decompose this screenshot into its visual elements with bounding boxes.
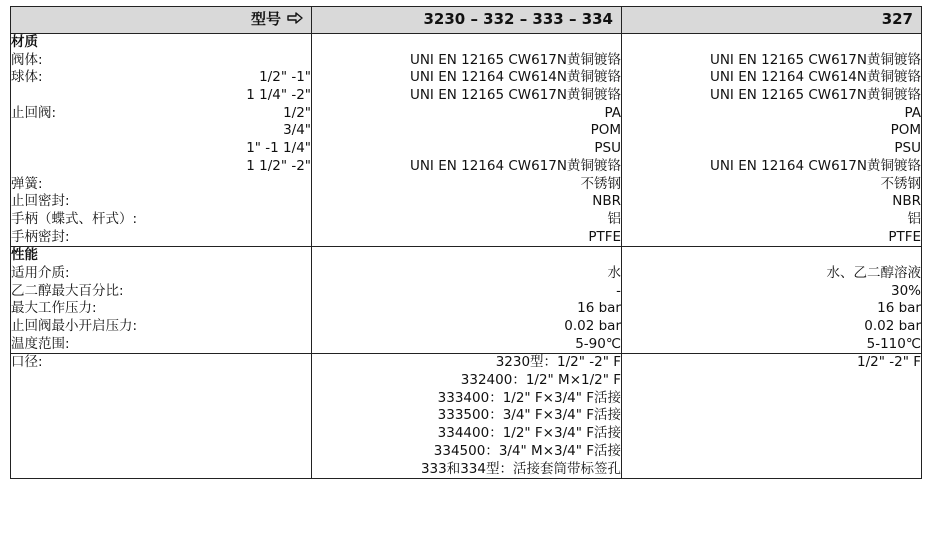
header-col-b: 327 [622, 7, 922, 34]
material-value-a: PA [604, 104, 621, 121]
material-value-a: UNI EN 12165 CW617N黄铜镀铬 [409, 87, 621, 104]
performance-value-b: 水、乙二醇溶液 [826, 264, 921, 281]
spec-table [10, 6, 922, 479]
material-value-a: 铝 [607, 210, 621, 227]
material-size: 1/2" [283, 104, 311, 121]
connections-section [11, 354, 922, 479]
material-label-row [11, 105, 311, 123]
performance-title: 性能 [11, 247, 38, 264]
performance-col-b [622, 247, 922, 354]
material-label: 阀体: [11, 51, 43, 68]
material-label: 止回阀: [11, 104, 57, 121]
material-size: 3/4" [283, 122, 311, 139]
material-value-b: PSU [894, 140, 921, 157]
material-label-row [11, 122, 311, 140]
materials-title: 材质 [11, 34, 38, 50]
connection-item: 332400：1/2" M×1/2" F [460, 372, 621, 389]
material-label: 手柄（蝶式、杆式）: [11, 210, 138, 227]
performance-col-a [312, 247, 622, 354]
connection-item: 334500：3/4" M×3/4" F活接 [433, 442, 621, 459]
connections-col-a [312, 354, 622, 479]
material-label: 止回密封: [11, 193, 70, 210]
material-label: 弹簧: [11, 175, 43, 192]
performance-value-b: 0.02 bar [864, 318, 921, 334]
material-value-b: 铝 [907, 210, 921, 227]
material-label-row [11, 193, 311, 211]
material-size: 1" -1 1/4" [246, 140, 311, 157]
connection-item: 333500：3/4" F×3/4" F活接 [437, 407, 621, 424]
material-label-row [11, 158, 311, 176]
material-value-b: PA [904, 104, 921, 121]
arrow-right-icon [287, 11, 303, 29]
material-label-row [11, 229, 311, 247]
model-label: 型号 [250, 10, 281, 29]
material-value-a: UNI EN 12165 CW617N黄铜镀铬 [409, 51, 621, 68]
performance-value-a: 0.02 bar [564, 318, 621, 334]
material-value-a: PTFE [588, 228, 621, 245]
material-value-b: UNI EN 12164 CW617N黄铜镀铬 [709, 157, 921, 174]
connections-col-b [622, 354, 922, 479]
header-model-cell [11, 7, 312, 34]
material-size: 1 1/4" -2" [246, 87, 311, 104]
connection-item: 3230型：1/2" -2" F [495, 354, 621, 371]
materials-col-a [312, 34, 622, 247]
material-label-row [11, 87, 311, 105]
materials-section [11, 34, 922, 247]
materials-col-b [622, 34, 922, 247]
material-size: 1 1/2" -2" [246, 157, 311, 174]
performance-labels [11, 247, 312, 354]
connection-item: 333和334型：活接套筒带标签孔 [420, 460, 621, 477]
material-value-b: NBR [892, 193, 921, 210]
material-value-b: 不锈钢 [880, 175, 921, 192]
material-value-a: PSU [594, 140, 621, 157]
performance-section [11, 247, 922, 354]
material-value-a: 不锈钢 [580, 175, 621, 192]
material-value-a: UNI EN 12164 CW614N黄铜镀铬 [409, 69, 621, 86]
connections-label-cell [11, 354, 312, 479]
performance-label: 止回阀最小开启压力: [11, 318, 138, 334]
material-size: 1/2" -1" [259, 69, 311, 86]
performance-label: 乙二醇最大百分比: [11, 282, 124, 299]
performance-value-a: 水 [607, 264, 621, 281]
material-value-a: UNI EN 12164 CW617N黄铜镀铬 [409, 157, 621, 174]
material-label: 手柄密封: [11, 228, 70, 245]
performance-value-b: 30% [890, 282, 921, 299]
performance-label: 温度范围: [11, 335, 70, 352]
material-value-a: NBR [592, 193, 621, 210]
material-value-b: POM [890, 122, 921, 139]
connection-item: 333400：1/2" F×3/4" F活接 [437, 389, 621, 406]
performance-value-b: 5-110℃ [866, 335, 921, 352]
performance-value-a: - [616, 282, 621, 299]
material-value-b: UNI EN 12164 CW614N黄铜镀铬 [709, 69, 921, 86]
material-label-row [11, 52, 311, 70]
material-value-b: PTFE [888, 228, 921, 245]
materials-labels [11, 34, 312, 247]
header-col-a: 3230 – 332 – 333 – 334 [312, 7, 622, 34]
connections-b-value: 1/2" -2" F [857, 354, 921, 371]
material-value-b: UNI EN 12165 CW617N黄铜镀铬 [709, 51, 921, 68]
performance-value-b: 16 bar [877, 300, 921, 317]
material-label: 球体: [11, 69, 43, 86]
connections-label: 口径: [11, 354, 43, 371]
material-label-row [11, 69, 311, 87]
material-label-row [11, 211, 311, 229]
performance-label: 适用介质: [11, 264, 70, 281]
performance-label: 最大工作压力: [11, 300, 97, 317]
performance-value-a: 5-90℃ [575, 335, 621, 352]
material-value-a: POM [590, 122, 621, 139]
connection-item: 334400：1/2" F×3/4" F活接 [437, 425, 621, 442]
material-label-row [11, 176, 311, 194]
performance-value-a: 16 bar [577, 300, 621, 317]
header-row [11, 7, 922, 34]
material-value-b: UNI EN 12165 CW617N黄铜镀铬 [709, 87, 921, 104]
material-label-row [11, 140, 311, 158]
